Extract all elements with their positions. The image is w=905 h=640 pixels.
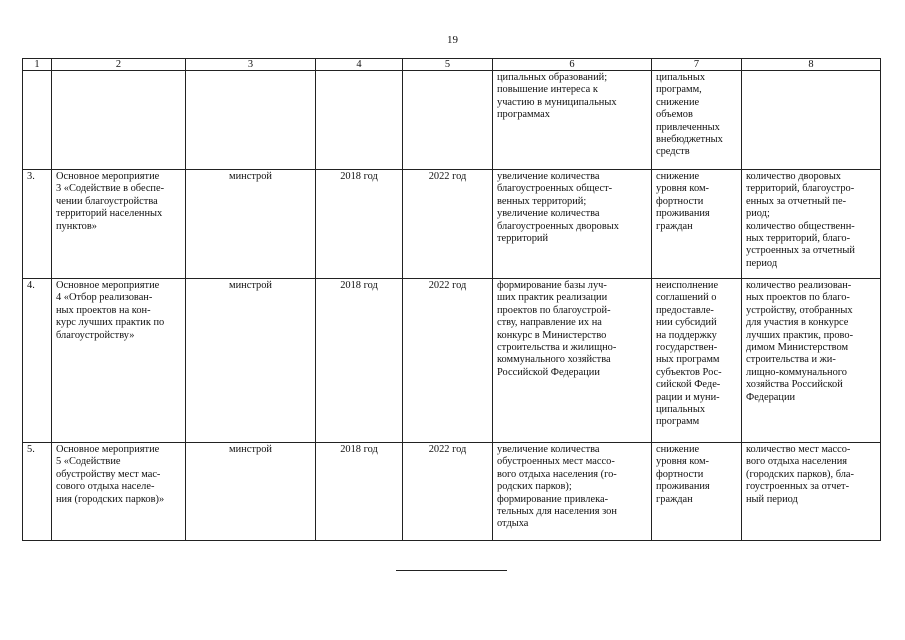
result-cell: увеличение количества благоустроенных общест- венных территорий; увеличение количества благоустроенных дворовых территорий [493,170,652,279]
table-row [23,71,881,170]
table-row [23,279,881,443]
col-header-8: 8 [742,59,881,71]
col-header-6: 6 [493,59,652,71]
consequences-cell: неисполнение соглашений о предоставле- нии субсидий на поддержку государствен- ных программ субъектов Рос- сийской Феде- рации и муни- ципальных программ [652,279,742,443]
start-year-cell: 2018 год [316,279,403,443]
executor-cell: минстрой [186,279,316,443]
row-number: 5. [23,443,52,541]
end-year-cell: 2022 год [403,279,493,443]
executor-cell [186,71,316,170]
result-cell: ципальных образований; повышение интереса к участию в муниципальных программах [493,71,652,170]
end-year-cell: 2022 год [403,443,493,541]
event-cell: Основное мероприятие 3 «Содействие в обеспе- чении благоустройства территорий населенных пунктов» [52,170,186,279]
executor-cell: минстрой [186,170,316,279]
event-cell: Основное мероприятие 4 «Отбор реализован- ных проектов на кон- курс лучших практик по благоустройству» [52,279,186,443]
consequences-cell: снижение уровня ком- фортности проживания граждан [652,170,742,279]
consequences-cell: ципальных программ, снижение объемов привлеченных внебюджетных средств [652,71,742,170]
row-number [23,71,52,170]
page-number: 19 [447,34,458,46]
end-year-cell [403,71,493,170]
end-of-table-rule [396,570,507,571]
col-header-1: 1 [23,59,52,71]
indicator-cell: количество мест массо- вого отдыха населения (городских парков), бла- гоустроенных за отчет- ный период [742,443,881,541]
executor-cell: минстрой [186,443,316,541]
indicator-cell: количество дворовых территорий, благоустро- енных за отчетный пе- риод; количество общественн- ных территорий, благо- устроенных за отчетный период [742,170,881,279]
row-number: 3. [23,170,52,279]
result-cell: увеличение количества обустроенных мест массо- вого отдыха населения (го- родских парков); формирование привлека- тельных для населения зон отдыха [493,443,652,541]
start-year-cell [316,71,403,170]
start-year-cell: 2018 год [316,170,403,279]
indicator-cell: количество реализован- ных проектов по благо- устройству, отобранных для участия в конкурсе лучших практик, прово- димом Министерством строительства и жи- лищно-коммунального хозяйства Российской Федерации [742,279,881,443]
end-year-cell: 2022 год [403,170,493,279]
row-number: 4. [23,279,52,443]
table-row [23,443,881,541]
consequences-cell: снижение уровня ком- фортности проживания граждан [652,443,742,541]
col-header-4: 4 [316,59,403,71]
indicator-cell [742,71,881,170]
start-year-cell: 2018 год [316,443,403,541]
event-cell: Основное мероприятие 5 «Содействие обустройству мест мас- сового отдыха населе- ния (городских парков)» [52,443,186,541]
col-header-5: 5 [403,59,493,71]
activities-table [22,58,881,541]
col-header-3: 3 [186,59,316,71]
col-header-2: 2 [52,59,186,71]
result-cell: формирование базы луч- ших практик реализации проектов по благоустрой- ству, направление их на конкурс в Министерство строительства и жилищно- коммунального хозяйства Российской Федерации [493,279,652,443]
header-row [23,59,881,71]
table-row [23,170,881,279]
col-header-7: 7 [652,59,742,71]
event-cell [52,71,186,170]
